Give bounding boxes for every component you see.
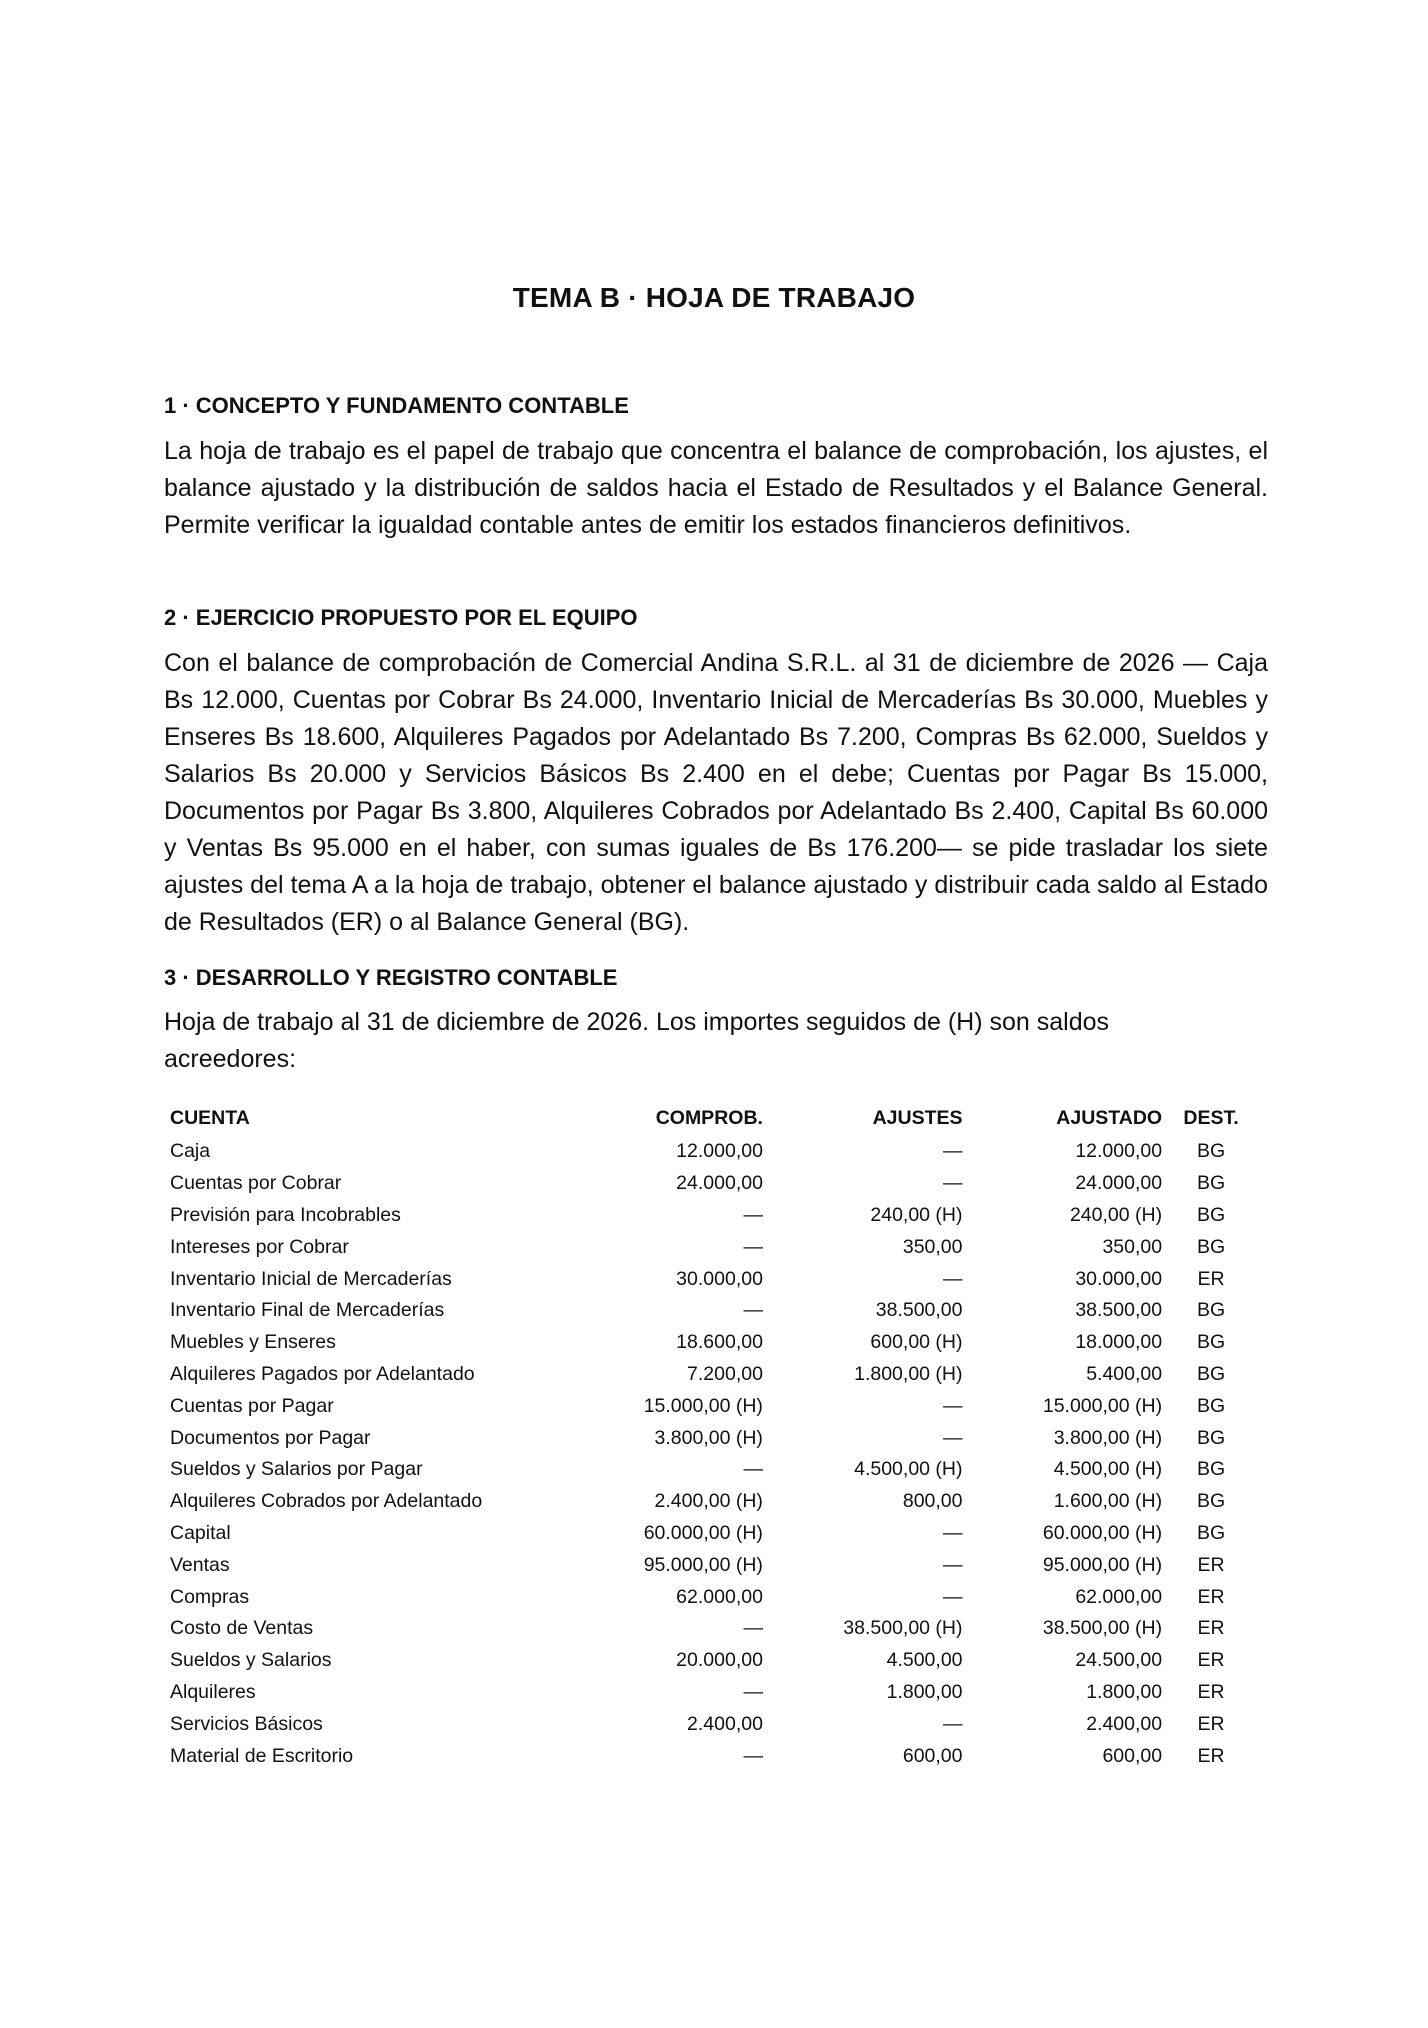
cell-ajustes: 600,00 (H) xyxy=(870,1331,963,1354)
cell-ajustado: 3.800,00 (H) xyxy=(1053,1426,1163,1449)
cell-cuenta: Cuentas por Cobrar xyxy=(170,1172,342,1195)
cell-dest: BG xyxy=(1196,1490,1226,1513)
section-heading-ejercicio: 2 · EJERCICIO PROPUESTO POR EL EQUIPO xyxy=(164,605,638,630)
column-header-dest: DEST. xyxy=(1183,1106,1239,1129)
cell-comprob: 95.000,00 (H) xyxy=(643,1553,763,1576)
section-paragraph-concepto: La hoja de trabajo es el papel de trabajo que concentra el balance de comprobación, los ajustes, el balance ajustado y la distribución de saldos hacia el Estado de Resultados y el Balance General. Permite verificar la igualdad contable antes de emitir los estados financieros definitivos. xyxy=(164,437,1268,539)
table-row xyxy=(164,1200,1254,1232)
cell-ajustes: 600,00 xyxy=(902,1744,963,1767)
cell-dest: BG xyxy=(1196,1299,1226,1322)
table-row xyxy=(164,1231,1254,1263)
cell-ajustes: — xyxy=(943,1394,963,1417)
cell-ajustado: 62.000,00 xyxy=(1075,1585,1163,1608)
section-paragraph-desarrollo: Hoja de trabajo al 31 de diciembre de 2026. Los importes seguidos de (H) son saldos acreedores: xyxy=(164,1008,1109,1073)
cell-dest: ER xyxy=(1197,1617,1225,1640)
cell-ajustes: — xyxy=(943,1585,963,1608)
cell-ajustes: 240,00 (H) xyxy=(870,1203,963,1226)
table-row xyxy=(164,1549,1254,1581)
table-row xyxy=(164,1263,1254,1295)
cell-comprob: 20.000,00 xyxy=(676,1649,763,1672)
cell-dest: ER xyxy=(1197,1585,1225,1608)
cell-comprob: 3.800,00 (H) xyxy=(654,1426,763,1449)
cell-ajustado: 15.000,00 (H) xyxy=(1042,1394,1163,1417)
table-row xyxy=(164,1168,1254,1200)
cell-ajustes: — xyxy=(943,1712,963,1735)
cell-cuenta: Alquileres Cobrados por Adelantado xyxy=(170,1490,483,1513)
cell-dest: ER xyxy=(1197,1649,1225,1672)
cell-dest: ER xyxy=(1197,1744,1225,1767)
cell-comprob: 12.000,00 xyxy=(676,1140,763,1163)
cell-ajustes: 800,00 xyxy=(902,1490,963,1513)
cell-cuenta: Caja xyxy=(170,1140,211,1163)
section-heading-concepto: 1 · CONCEPTO Y FUNDAMENTO CONTABLE xyxy=(164,393,629,418)
cell-ajustes: — xyxy=(943,1426,963,1449)
cell-ajustado: 18.000,00 xyxy=(1075,1331,1163,1354)
table-row xyxy=(164,1518,1254,1550)
cell-ajustado: 38.500,00 (H) xyxy=(1042,1617,1163,1640)
table-row xyxy=(164,1486,1254,1518)
cell-cuenta: Inventario Inicial de Mercaderías xyxy=(170,1267,452,1290)
cell-ajustado: 1.600,00 (H) xyxy=(1053,1490,1163,1513)
cell-dest: ER xyxy=(1197,1553,1225,1576)
cell-comprob: 30.000,00 xyxy=(676,1267,763,1290)
cell-cuenta: Cuentas por Pagar xyxy=(170,1394,334,1417)
cell-ajustado: 30.000,00 xyxy=(1075,1267,1163,1290)
cell-cuenta: Costo de Ventas xyxy=(170,1617,314,1640)
table-row xyxy=(164,1645,1254,1677)
cell-dest: ER xyxy=(1197,1680,1225,1703)
cell-comprob: — xyxy=(743,1458,763,1481)
table-row xyxy=(164,1708,1254,1740)
cell-cuenta: Sueldos y Salarios por Pagar xyxy=(170,1458,423,1481)
cell-comprob: 7.200,00 xyxy=(687,1362,763,1385)
cell-ajustes: — xyxy=(943,1553,963,1576)
cell-ajustado: 38.500,00 xyxy=(1075,1299,1163,1322)
cell-ajustado: 1.800,00 xyxy=(1086,1680,1163,1703)
cell-comprob: 60.000,00 (H) xyxy=(643,1521,763,1544)
cell-cuenta: Alquileres xyxy=(170,1680,256,1703)
cell-dest: BG xyxy=(1196,1362,1226,1385)
cell-ajustes: 350,00 xyxy=(902,1235,963,1258)
section-heading-desarrollo: 3 · DESARROLLO Y REGISTRO CONTABLE xyxy=(164,965,618,990)
cell-ajustado: 2.400,00 xyxy=(1086,1712,1163,1735)
table-row xyxy=(164,1581,1254,1613)
cell-ajustado: 24.500,00 xyxy=(1075,1649,1163,1672)
cell-cuenta: Compras xyxy=(170,1585,250,1608)
cell-comprob: — xyxy=(743,1617,763,1640)
cell-dest: BG xyxy=(1196,1140,1226,1163)
worksheet-table xyxy=(164,1100,1254,1772)
table-row xyxy=(164,1136,1254,1168)
cell-ajustes: — xyxy=(943,1267,963,1290)
table-row xyxy=(164,1327,1254,1359)
cell-cuenta: Documentos por Pagar xyxy=(170,1426,371,1449)
cell-dest: BG xyxy=(1196,1172,1226,1195)
cell-comprob: — xyxy=(743,1680,763,1703)
cell-ajustado: 95.000,00 (H) xyxy=(1042,1553,1163,1576)
cell-ajustes: 1.800,00 (H) xyxy=(854,1362,963,1385)
cell-ajustado: 12.000,00 xyxy=(1075,1140,1163,1163)
table-row xyxy=(164,1390,1254,1422)
cell-ajustes: — xyxy=(943,1521,963,1544)
cell-dest: BG xyxy=(1196,1203,1226,1226)
table-header-row xyxy=(164,1100,1254,1136)
column-header-comprob: COMPROB. xyxy=(655,1106,763,1129)
table-row xyxy=(164,1422,1254,1454)
cell-dest: BG xyxy=(1196,1426,1226,1449)
cell-cuenta: Muebles y Enseres xyxy=(170,1331,336,1354)
cell-cuenta: Capital xyxy=(170,1521,231,1544)
cell-cuenta: Alquileres Pagados por Adelantado xyxy=(170,1362,475,1385)
table-row xyxy=(164,1359,1254,1391)
cell-comprob: — xyxy=(743,1235,763,1258)
table-row xyxy=(164,1677,1254,1709)
cell-ajustes: 38.500,00 xyxy=(875,1299,963,1322)
cell-ajustes: 38.500,00 (H) xyxy=(843,1617,963,1640)
cell-ajustes: — xyxy=(943,1172,963,1195)
cell-dest: ER xyxy=(1197,1712,1225,1735)
cell-cuenta: Intereses por Cobrar xyxy=(170,1235,349,1258)
cell-ajustado: 5.400,00 xyxy=(1086,1362,1163,1385)
cell-comprob: 2.400,00 (H) xyxy=(654,1490,763,1513)
cell-ajustes: 1.800,00 xyxy=(886,1680,963,1703)
cell-dest: ER xyxy=(1197,1267,1225,1290)
cell-comprob: — xyxy=(743,1203,763,1226)
column-header-cuenta: CUENTA xyxy=(170,1106,250,1129)
cell-cuenta: Previsión para Incobrables xyxy=(170,1203,401,1226)
cell-cuenta: Material de Escritorio xyxy=(170,1744,354,1767)
cell-comprob: 18.600,00 xyxy=(676,1331,763,1354)
cell-ajustado: 24.000,00 xyxy=(1075,1172,1163,1195)
worksheet-body xyxy=(164,1136,1254,1772)
page-title: TEMA B · HOJA DE TRABAJO xyxy=(512,282,916,313)
cell-ajustado: 240,00 (H) xyxy=(1069,1203,1163,1226)
cell-comprob: 15.000,00 (H) xyxy=(643,1394,763,1417)
table-row xyxy=(164,1613,1254,1645)
cell-comprob: — xyxy=(743,1299,763,1322)
table-row xyxy=(164,1295,1254,1327)
cell-cuenta: Sueldos y Salarios xyxy=(170,1649,332,1672)
cell-dest: BG xyxy=(1196,1521,1226,1544)
cell-dest: BG xyxy=(1196,1331,1226,1354)
cell-ajustado: 4.500,00 (H) xyxy=(1053,1458,1163,1481)
cell-cuenta: Inventario Final de Mercaderías xyxy=(170,1299,445,1322)
cell-comprob: 24.000,00 xyxy=(676,1172,763,1195)
cell-dest: BG xyxy=(1196,1458,1226,1481)
cell-comprob: — xyxy=(743,1744,763,1767)
cell-ajustado: 600,00 xyxy=(1102,1744,1163,1767)
cell-comprob: 62.000,00 xyxy=(676,1585,763,1608)
cell-ajustes: 4.500,00 xyxy=(886,1649,963,1672)
cell-ajustado: 350,00 xyxy=(1102,1235,1163,1258)
cell-dest: BG xyxy=(1196,1235,1226,1258)
table-row xyxy=(164,1454,1254,1486)
column-header-ajustado: AJUSTADO xyxy=(1056,1106,1163,1129)
cell-cuenta: Servicios Básicos xyxy=(170,1712,323,1735)
section-paragraph-ejercicio: Con el balance de comprobación de Comercial Andina S.R.L. al 31 de diciembre de 2026 — Caja Bs 12.000, Cuentas por Cobrar Bs 24.000, Inventario Inicial de Mercaderías Bs 30.000, Muebles y Enseres Bs 18.600, Alquileres Pagados por Adelantado Bs 7.200, Compras Bs 62.000, Sueldos y Salarios Bs 20.000 y Servicios Básicos Bs 2.400 en el debe; Cuentas por Pagar Bs 15.000, Documentos por Pagar Bs 3.800, Alquileres Cobrados por Adelantado Bs 2.400, Capital Bs 60.000 y Ventas Bs 95.000 en el haber, con sumas iguales de Bs 176.200— se pide trasladar los siete ajustes del tema A a la hoja de trabajo, obtener el balance ajustado y distribuir cada saldo al Estado de Resultados (ER) o al Balance General (BG). xyxy=(164,649,1268,936)
cell-ajustes: 4.500,00 (H) xyxy=(854,1458,963,1481)
table-row xyxy=(164,1740,1254,1772)
cell-comprob: 2.400,00 xyxy=(687,1712,763,1735)
column-header-ajustes: AJUSTES xyxy=(872,1106,963,1129)
cell-ajustado: 60.000,00 (H) xyxy=(1042,1521,1163,1544)
cell-dest: BG xyxy=(1196,1394,1226,1417)
cell-ajustes: — xyxy=(943,1140,963,1163)
cell-cuenta: Ventas xyxy=(170,1553,230,1576)
